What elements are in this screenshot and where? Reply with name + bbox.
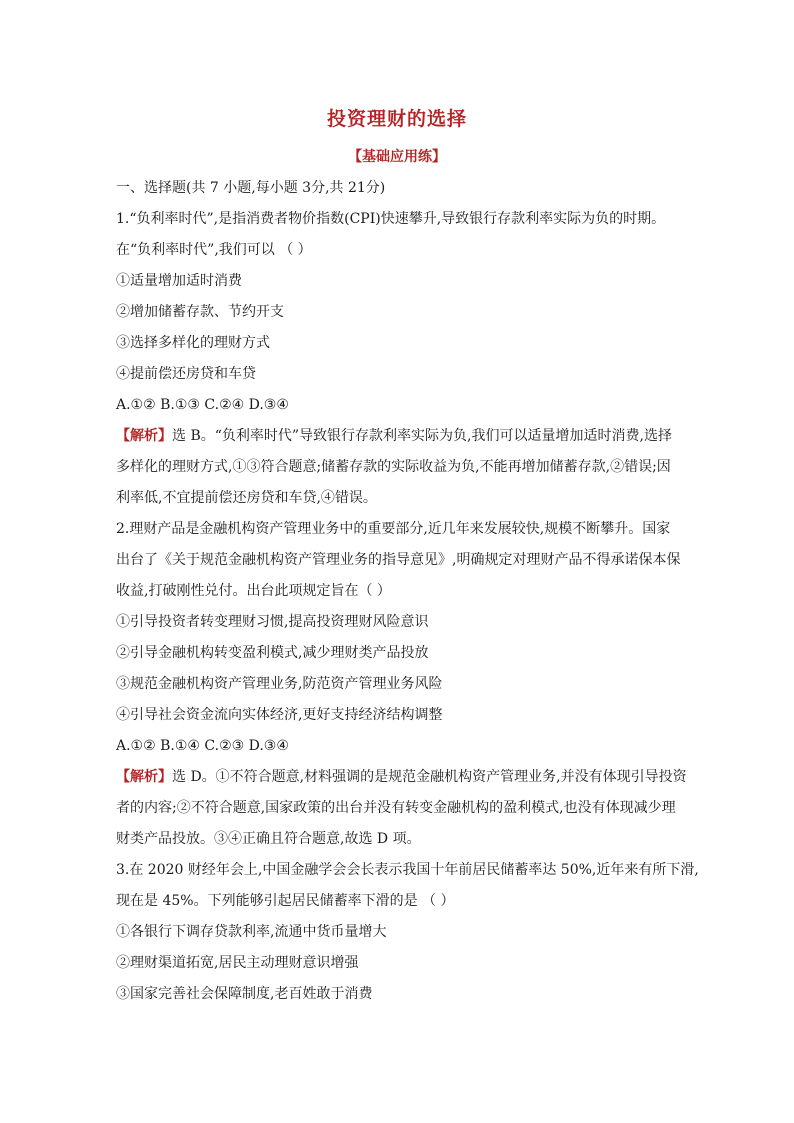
q2-option-4: ④引导社会资金流向实体经济,更好支持经济结构调整: [116, 707, 443, 723]
page-title: 投资理财的选择: [326, 108, 467, 130]
q1-choices: A.①② B.①③ C.②④ D.③④: [116, 397, 289, 413]
q1-option-4: ④提前偿还房贷和车贷: [116, 366, 256, 382]
q1-option-3: ③选择多样化的理财方式: [116, 335, 270, 351]
q2-analysis-label: 【解析】: [116, 769, 172, 785]
q2-stem-line-2: 出台了《关于规范金融机构资产管理业务的指导意见》,明确规定对理财产品不得承诺保本保: [116, 552, 681, 568]
q1-analysis-line-2: 多样化的理财方式,①③符合题意;储蓄存款的实际收益为负,不能再增加储蓄存款,②错误;因: [116, 459, 671, 475]
q3-option-3: ③国家完善社会保障制度,老百姓敢于消费: [116, 986, 373, 1002]
q1-analysis-line-3: 利率低,不宜提前偿还房贷和车贷,④错误。: [116, 490, 377, 506]
q1-analysis-text-1: 选 B。“负利率时代”导致银行存款利率实际为负,我们可以适量增加适时消费,选择: [172, 428, 672, 444]
section-heading: 一、选择题(共 7 小题,每小题 3分,共 21分): [116, 180, 386, 196]
q3-stem-line-1: 3.在 2020 财经年会上,中国金融学会会长表示我国十年前居民储蓄率达 50%,近年来有所下滑,: [116, 862, 699, 878]
q2-option-1: ①引导投资者转变理财习惯,提高投资理财风险意识: [116, 614, 429, 630]
q1-option-2: ②增加储蓄存款、节约开支: [116, 304, 284, 320]
q1-analysis-label: 【解析】: [116, 428, 172, 444]
q3-option-2: ②理财渠道拓宽,居民主动理财意识增强: [116, 955, 359, 971]
q2-stem-line-3: 收益,打破刚性兑付。出台此项规定旨在（ ）: [116, 583, 391, 599]
q3-stem-line-2: 现在是 45%。下列能够引起居民储蓄率下滑的是 （ ）: [116, 893, 455, 909]
q2-analysis-line-1: [116, 767, 687, 787]
q2-stem-line-1: 2.理财产品是金融机构资产管理业务中的重要部分,近几年来发展较快,规模不断攀升。国家: [116, 521, 671, 537]
q1-stem-line-1: 1.“负利率时代”,是指消费者物价指数(CPI)快速攀升,导致银行存款利率实际为负的时期。: [116, 211, 666, 227]
q2-option-3: ③规范金融机构资产管理业务,防范资产管理业务风险: [116, 676, 443, 692]
q2-option-2: ②引导金融机构转变盈利模式,减少理财类产品投放: [116, 645, 429, 661]
q1-analysis-line-1: [116, 426, 672, 446]
q1-stem-line-2: 在“负利率时代”,我们可以 （ ）: [116, 242, 312, 258]
q2-analysis-line-2: 者的内容;②不符合题意,国家政策的出台并没有转变金融机构的盈利模式,也没有体现减少理: [116, 800, 676, 816]
q2-analysis-text-1: 选 D。①不符合题意,材料强调的是规范金融机构资产管理业务,并没有体现引导投资: [172, 769, 687, 785]
q2-analysis-line-3: 财类产品投放。③④正确且符合题意,故选 D 项。: [116, 831, 421, 847]
q1-option-1: ①适量增加适时消费: [116, 273, 242, 289]
section-subtitle: 【基础应用练】: [348, 149, 446, 165]
q2-choices: A.①② B.①④ C.②③ D.③④: [116, 738, 289, 754]
q3-option-1: ①各银行下调存贷款利率,流通中货币量增大: [116, 924, 387, 940]
